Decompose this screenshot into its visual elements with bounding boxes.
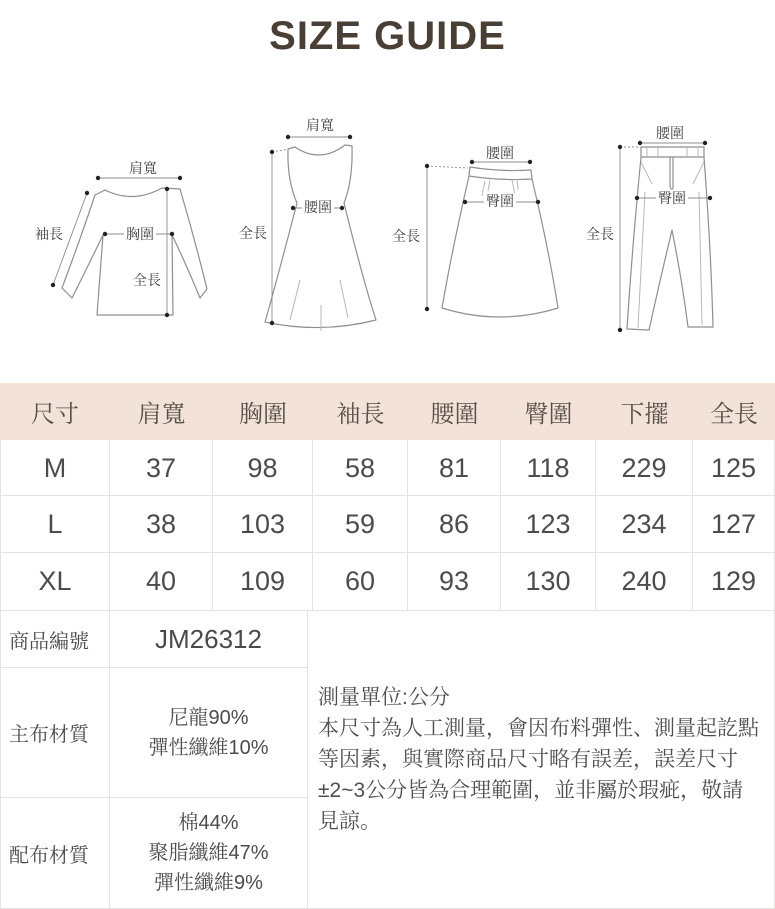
page-title: SIZE GUIDE [269, 14, 506, 58]
table-cell: 234 [596, 496, 693, 553]
pants-diagram [575, 100, 765, 345]
pants-length-label: 全長 [586, 226, 614, 242]
shirt-length-label: 全長 [133, 272, 161, 288]
trim-fabric-line: 彈性纖維9% [154, 872, 263, 894]
trim-fabric-line: 聚脂纖維47% [148, 842, 269, 864]
size-row-m-label: M [0, 440, 110, 496]
table-cell: 118 [501, 440, 596, 496]
skirt-drawing-icon [390, 100, 580, 345]
table-cell: 81 [408, 440, 501, 496]
table-cell: 240 [596, 553, 693, 611]
table-cell: 40 [110, 553, 213, 611]
table-cell: 125 [693, 440, 775, 496]
table-cell: 229 [596, 440, 693, 496]
product-info-table [0, 611, 775, 909]
size-table-header-length: 全長 [693, 383, 775, 440]
size-table-header-size: 尺寸 [0, 383, 110, 440]
dress-shoulder-label: 肩寬 [306, 117, 334, 133]
dress-diagram [225, 100, 405, 345]
table-cell: 37 [110, 440, 213, 496]
skirt-length-label: 全長 [392, 228, 420, 244]
measurement-note [308, 611, 775, 909]
dress-length-label: 全長 [239, 225, 267, 241]
size-row-xl-label: XL [0, 553, 110, 611]
shirt-sleeve-label: 袖長 [35, 226, 63, 242]
skirt-hip-label: 臀圍 [486, 193, 514, 209]
table-cell: 58 [313, 440, 408, 496]
table-cell: 127 [693, 496, 775, 553]
shirt-drawing-icon [20, 100, 220, 345]
main-fabric-line: 彈性纖維10% [148, 736, 269, 759]
table-cell: 93 [408, 553, 501, 611]
table-cell: 109 [213, 553, 313, 611]
size-table-header-shoulder: 肩寬 [110, 383, 213, 440]
table-cell: 130 [501, 553, 596, 611]
skirt-diagram [390, 100, 580, 345]
shirt-diagram [20, 100, 220, 345]
size-table-header-chest: 胸圍 [213, 383, 313, 440]
table-cell: 98 [213, 440, 313, 496]
table-cell: 86 [408, 496, 501, 553]
table-cell: 60 [313, 553, 408, 611]
measurement-unit-line: 測量單位:公分 [318, 686, 450, 709]
size-table-header-sleeve: 袖長 [313, 383, 408, 440]
dress-waist-label: 腰圍 [304, 199, 332, 215]
main-fabric-label: 主布材質 [0, 668, 110, 798]
table-cell: 129 [693, 553, 775, 611]
garment-diagrams [0, 100, 775, 350]
product-code-value: JM26312 [110, 611, 308, 668]
measurement-note-body: 本尺寸為人工測量，會因布料彈性、測量起訖點等因素，與實際商品尺寸略有誤差，誤差尺寸±2~3公分皆為合理範圍，並非屬於瑕疵，敬請見諒。 [318, 717, 759, 833]
shirt-chest-label: 胸圍 [126, 226, 154, 242]
pants-hip-label: 臀圍 [658, 190, 686, 206]
size-table-header-hem: 下擺 [596, 383, 693, 440]
trim-fabric-line: 棉44% [178, 812, 239, 834]
size-table-header-hip: 臀圍 [501, 383, 596, 440]
shirt-shoulder-label: 肩寬 [129, 160, 157, 176]
main-fabric-value [110, 668, 308, 798]
table-cell: 123 [501, 496, 596, 553]
size-table-header-waist: 腰圍 [408, 383, 501, 440]
trim-fabric-label: 配布材質 [0, 798, 110, 909]
table-cell: 103 [213, 496, 313, 553]
table-cell: 38 [110, 496, 213, 553]
size-table [0, 383, 775, 611]
size-row-l-label: L [0, 496, 110, 553]
pants-waist-label: 腰圍 [656, 125, 684, 141]
product-code-label: 商品編號 [0, 611, 110, 668]
dress-drawing-icon [225, 100, 405, 345]
skirt-waist-label: 腰圍 [486, 145, 514, 161]
main-fabric-line: 尼龍90% [168, 706, 249, 729]
trim-fabric-value [110, 798, 308, 909]
table-cell: 59 [313, 496, 408, 553]
